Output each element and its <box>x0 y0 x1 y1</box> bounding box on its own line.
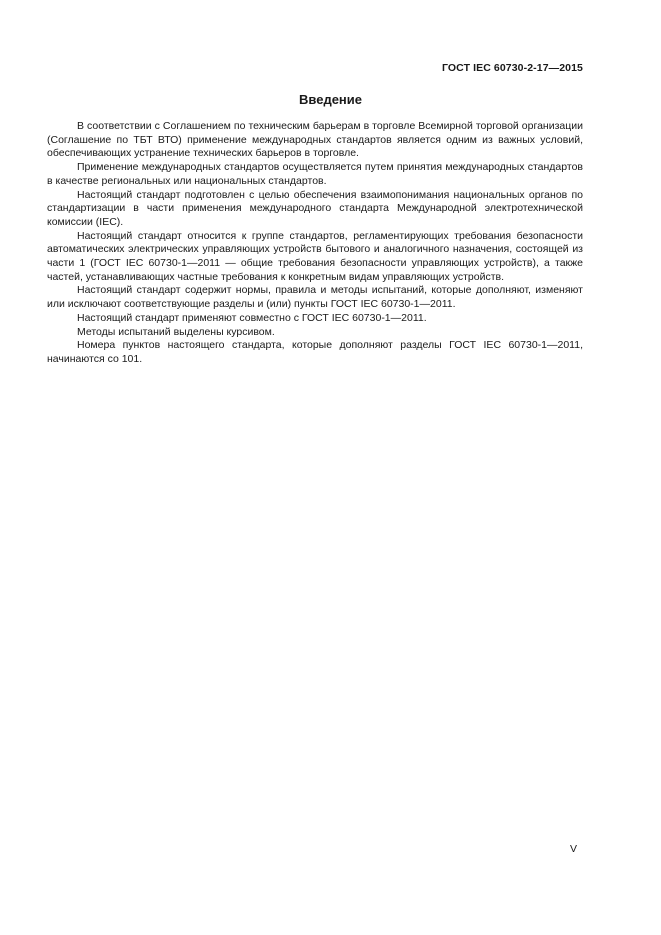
page-number: V <box>570 843 578 855</box>
section-title: Введение <box>299 92 362 107</box>
paragraph-4: Настоящий стандарт относится к группе стандартов, регламентирующих требования безопасности автоматических электрических управляющих устройств бытового и аналогичного назначения, состоящей из части 1 (ГОСТ IEC 60730-1—2011 — общие требования безопасности управляющих устройств), а также частей, устанавливающих частные требования к конкретным видам управляющих устройств. <box>47 229 583 283</box>
paragraph-3: Настоящий стандарт подготовлен с целью обеспечения взаимопонимания национальных органов по стандартизации в части применения международного стандарта Международной электротехнической комиссии (IEC). <box>47 188 583 228</box>
paragraph-8: Номера пунктов настоящего стандарта, которые дополняют разделы ГОСТ IEC 60730-1—2011, начинаются со 101. <box>47 339 583 365</box>
paragraph-1: В соответствии с Соглашением по техническим барьерам в торговле Всемирной торговой организации (Соглашение по ТБТ ВТО) применение международных стандартов является одним из важных условий, обеспечивающих устранение технических барьеров в торговле. <box>47 120 583 160</box>
paragraph-2: Применение международных стандартов осуществляется путем принятия международных стандартов в качестве региональных или национальных стандартов. <box>47 161 583 187</box>
paragraph-7: Методы испытаний выделены курсивом. <box>77 325 275 338</box>
introduction-body <box>47 120 583 367</box>
paragraph-6: Настоящий стандарт применяют совместно с ГОСТ IEC 60730-1—2011. <box>77 311 427 324</box>
document-code: ГОСТ IEC 60730-2-17—2015 <box>441 62 583 74</box>
paragraph-5: Настоящий стандарт содержит нормы, правила и методы испытаний, которые дополняют, изменяют или исключают соответствующие разделы и (или) пункты ГОСТ IEC 60730-1—2011. <box>47 284 583 311</box>
